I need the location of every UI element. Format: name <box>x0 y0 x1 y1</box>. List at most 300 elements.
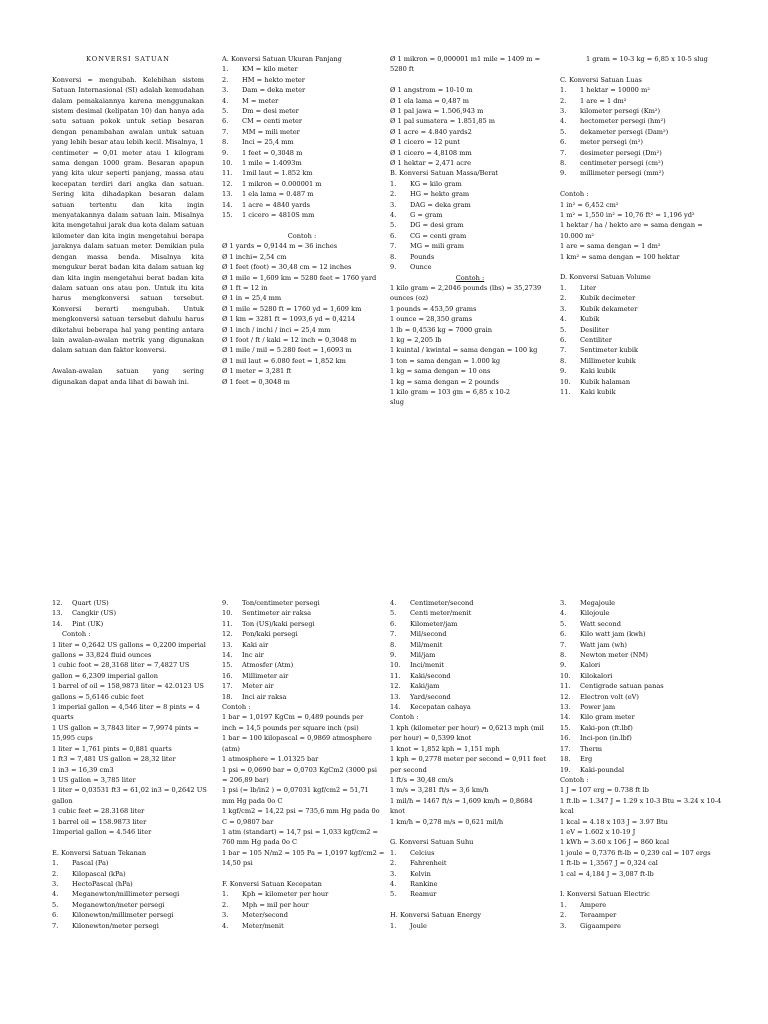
text-line: 1 US gallon = 3,7843 liter = 7,9974 pints = <box>52 723 199 732</box>
list-item <box>222 158 382 168</box>
list-label: Kubik decimeter <box>580 294 636 303</box>
length-extra-lines <box>390 85 550 168</box>
pressure-examples <box>222 712 385 868</box>
list-number: 10. <box>560 377 571 386</box>
list-label: DAG = deka gram <box>410 200 471 209</box>
text-line: 1 ft-lb = 1,3567 J = 0,324 cal <box>560 859 658 868</box>
list-label: Pounds <box>410 252 435 261</box>
text-line: Ø 1 meter = 3,281 ft <box>222 367 292 376</box>
text-line: per second <box>390 765 427 774</box>
list-label: Kilonewton/meter persegi <box>72 921 159 930</box>
list-item <box>560 702 720 712</box>
list-number: 3. <box>560 107 567 116</box>
list-item <box>560 910 720 920</box>
text-line: 1 imperial gallon = 4,546 liter = 8 pints = 4 <box>52 703 200 712</box>
pressure-units-list <box>52 858 212 931</box>
list-number: 4. <box>222 921 229 930</box>
list-item <box>560 158 720 168</box>
list-label: Power jam <box>580 703 616 712</box>
list-number: 13. <box>222 190 233 199</box>
list-label: Kph = kilometer per hour <box>242 890 329 899</box>
list-item <box>390 241 550 251</box>
list-item <box>390 681 550 691</box>
list-number: 2. <box>560 96 567 105</box>
energy-examples <box>560 785 720 879</box>
list-item <box>560 692 720 702</box>
energy-units-list-cont <box>560 598 720 775</box>
list-item <box>560 283 720 293</box>
list-label: Ampere <box>580 900 607 909</box>
text-line: Ø 1 ela lama = 0,487 m <box>390 96 469 105</box>
list-number: 7. <box>560 148 567 157</box>
volume-units-list <box>560 283 720 397</box>
text-line: knot <box>390 807 405 816</box>
list-number: 9. <box>390 263 397 272</box>
list-number: 5. <box>52 900 59 909</box>
list-item <box>560 106 720 116</box>
text-line: 1 mil/h = 1467 ft/s = 1,609 km/h = 0,8684 <box>390 796 533 805</box>
list-item <box>52 619 212 629</box>
text-line: 1 bar = 105 N/m2 = 105 Pa = 1,0197 kgf/cm2 = <box>222 848 385 857</box>
text-line: slug <box>390 398 404 407</box>
list-item <box>52 869 212 879</box>
text-line: 1 barrel of oil = 158,9873 liter = 42.0123 US <box>52 682 204 691</box>
list-item <box>52 879 212 889</box>
text-line: 1 in3 = 16,39 cm3 <box>52 765 114 774</box>
list-label: Megajoule <box>580 599 616 607</box>
text-line: 1 kph = 0,2778 meter per second = 0,911 feet <box>390 755 546 764</box>
text-line: 1 kg = 2,205 lb <box>390 335 442 344</box>
text-line: inch = 14,5 pounds per square inch (psi) <box>222 723 359 732</box>
list-number: 12. <box>222 179 233 188</box>
text-line: Ø 1 pal jawa = 1.506,943 m <box>390 107 484 116</box>
list-item <box>390 231 550 241</box>
list-number: 6. <box>560 335 567 344</box>
list-number: 4. <box>390 211 397 220</box>
list-label: Meganewton/millimeter persegi <box>72 890 180 899</box>
list-item <box>222 137 382 147</box>
list-item <box>560 335 720 345</box>
list-label: Ton (US)/kaki persegi <box>242 619 315 628</box>
list-label: Electron volt (eV) <box>580 692 639 701</box>
list-label: Kaki air <box>242 640 269 649</box>
list-item <box>390 889 550 899</box>
list-item <box>222 200 382 210</box>
list-label: 1 mikron = 0.000001 m <box>242 179 322 188</box>
gram-line: 1 gram = 10-3 kg = 6,85 x 10-5 slug <box>586 55 708 63</box>
text-line: 1 liter = 1,761 pints = 0,881 quarts <box>52 744 172 753</box>
text-line: Ø 1 inchi= 2,54 cm <box>222 252 287 261</box>
contoh-label: Contoh : <box>560 775 589 784</box>
list-label: Centigrade satuan panas <box>580 682 664 691</box>
speed-units-list-cont <box>390 598 550 712</box>
text-line: 1 kph (kilometer per hour) = 0,6213 mph (mil <box>390 723 544 732</box>
list-item <box>222 608 382 618</box>
list-number: 6. <box>390 619 397 628</box>
list-label: Kaki kubik <box>580 367 616 376</box>
list-label: Atmosfer (Atm) <box>242 661 294 670</box>
list-label: CM = centi meter <box>242 117 303 126</box>
list-item <box>222 681 382 691</box>
heading-electric: I. Konversi Satuan Electric <box>560 890 650 899</box>
list-number: 3. <box>390 200 397 209</box>
list-label: Inci = 25,4 mm <box>242 138 294 147</box>
list-item <box>560 619 720 629</box>
list-label: Kilometer/jam <box>410 619 458 628</box>
list-number: 4. <box>222 96 229 105</box>
list-item <box>560 137 720 147</box>
list-item <box>560 650 720 660</box>
contoh-label: Contoh : <box>455 273 485 282</box>
list-label: Rankine <box>410 879 438 888</box>
list-number: 9. <box>222 148 229 157</box>
list-number: 7. <box>390 630 397 639</box>
length-examples <box>222 241 382 387</box>
list-label: hectometer persegi (hm²) <box>580 117 666 126</box>
list-label: Mil/jam <box>410 651 436 660</box>
list-number: 3. <box>222 911 229 920</box>
list-number: 10. <box>560 671 571 680</box>
list-label: Inci-pon (in.lbf) <box>580 734 632 743</box>
pressure-units-list-cont <box>222 598 382 702</box>
list-label: HG = hekto gram <box>410 190 470 199</box>
list-number: 1. <box>560 283 567 292</box>
length-units-list <box>222 64 382 220</box>
list-number: 4. <box>390 599 397 607</box>
list-label: Watt second <box>580 619 621 628</box>
list-number: 3. <box>52 879 59 888</box>
text-line: gallon = 6,2309 imperial gallon <box>52 671 158 680</box>
list-number: 2. <box>390 859 397 868</box>
list-label: Kilo gram meter <box>580 713 635 722</box>
text-line: 1 barrel oil = 158.9873 liter <box>52 817 147 826</box>
list-number: 7. <box>52 921 59 930</box>
text-line: 1 bar = 1,0197 KgCm = 0,489 pounds per <box>222 713 364 722</box>
list-number: 4. <box>52 890 59 899</box>
list-item <box>52 900 212 910</box>
area-examples <box>560 200 720 262</box>
list-number: 3. <box>560 304 567 313</box>
list-label: Kaki/jam <box>410 682 440 691</box>
list-label: Kubik <box>580 315 600 324</box>
list-number: 8. <box>222 138 229 147</box>
list-number: 9. <box>560 169 567 178</box>
list-item <box>560 377 720 387</box>
list-label: Kilopascal (kPa) <box>72 869 126 878</box>
list-number: 7. <box>560 346 567 355</box>
list-number: 8. <box>390 640 397 649</box>
heading-length: A. Konversi Satuan Ukuran Panjang <box>222 55 342 63</box>
list-label: Kubik halaman <box>580 377 631 386</box>
list-label: Pon/kaki persegi <box>242 630 298 639</box>
list-label: Kelvin <box>410 869 431 878</box>
list-number: 12. <box>222 630 233 639</box>
text-line: 1 atm (standart) = 14,7 psi = 1,033 kgf/cm2 = <box>222 827 379 836</box>
volume-examples <box>52 640 212 838</box>
text-line: 1 ft/s = 30,48 cm/s <box>390 775 454 784</box>
list-item <box>560 96 720 106</box>
list-label: centimeter persegi (cm²) <box>580 159 664 168</box>
list-number: 11. <box>560 387 571 396</box>
list-label: G = gram <box>410 211 443 220</box>
list-number: 15. <box>222 211 233 220</box>
list-label: 1mil laut = 1.852 km <box>242 169 313 178</box>
list-label: 1 hektar = 10000 m² <box>580 86 650 95</box>
list-item <box>560 640 720 650</box>
list-item <box>222 921 382 931</box>
text-line: 760 mm Hg pada 0o C <box>222 838 298 847</box>
list-number: 14. <box>560 713 571 722</box>
list-item <box>222 889 382 899</box>
list-item <box>222 640 382 650</box>
list-number: 1. <box>222 65 229 74</box>
list-item <box>222 692 382 702</box>
list-number: 10. <box>390 661 401 670</box>
list-label: Millimeter air <box>242 671 289 680</box>
text-line: 1 cubic feet = 28.3168 liter <box>52 807 145 816</box>
list-item <box>222 598 382 608</box>
list-number: 6. <box>222 117 229 126</box>
list-number: 19. <box>560 765 571 774</box>
text-line: Ø 1 inch / inchi / inci = 25,4 mm <box>222 325 331 334</box>
text-line: 1 m² = 1,550 in² = 10,76 ft² = 1,196 yd² <box>560 211 695 220</box>
list-label: MM = mili meter <box>242 127 300 136</box>
list-label: Dam = deka meter <box>242 86 306 95</box>
list-number: 18. <box>222 692 233 701</box>
text-line: 1 km² = sama dengan = 100 hektar <box>560 252 680 261</box>
text-line: 1 eV = 1.602 x 10-19 J <box>560 827 636 836</box>
list-item <box>390 200 550 210</box>
list-label: Inci/menit <box>410 661 445 670</box>
list-item <box>222 75 382 85</box>
text-line: 1 kuintal / kwintal = sama dengan = 100 kg <box>390 346 538 355</box>
list-item <box>560 765 720 775</box>
list-number: 7. <box>222 127 229 136</box>
list-number: 6. <box>560 138 567 147</box>
list-item <box>560 366 720 376</box>
list-label: Meter/second <box>242 911 288 920</box>
list-item <box>222 85 382 95</box>
text-line: = 206,89 bar) <box>222 775 269 784</box>
list-number: 16. <box>560 734 571 743</box>
text-line: 1 kg = sama dengan = 2 pounds <box>390 377 499 386</box>
list-label: Kaki-poundal <box>580 765 625 774</box>
list-number: 11. <box>222 619 233 628</box>
text-line: Ø 1 acre = 4.840 yards2 <box>390 127 472 136</box>
list-item <box>222 127 382 137</box>
text-line: Ø 1 pal sumatera = 1.851,85 m <box>390 117 496 126</box>
list-item <box>560 116 720 126</box>
list-label: Sentimeter kubik <box>580 346 638 355</box>
list-item <box>560 608 720 618</box>
list-number: 3. <box>560 921 567 930</box>
list-item <box>52 921 212 931</box>
list-item <box>560 754 720 764</box>
list-label: Kilojoule <box>580 609 610 618</box>
list-number: 8. <box>390 252 397 261</box>
mass-examples <box>390 283 550 408</box>
list-number: 18. <box>560 755 571 764</box>
list-number: 5. <box>390 890 397 899</box>
text-line: Ø 1 mile / mil = 5.280 feet = 1,6093 m <box>222 346 352 355</box>
list-item <box>390 848 550 858</box>
list-number: 9. <box>560 661 567 670</box>
text-line: (atm) <box>222 744 240 753</box>
list-label: Watt jam (wh) <box>580 640 627 649</box>
list-item <box>390 879 550 889</box>
list-item <box>560 85 720 95</box>
list-item <box>560 629 720 639</box>
text-line: 1 psi (= lb/in2 ) = 0,07031 kgf/cm2 = 51,71 <box>222 786 369 795</box>
list-label: Kecepatan cahaya <box>410 703 471 712</box>
list-number: 2. <box>222 75 229 84</box>
list-item <box>222 619 382 629</box>
text-line: mm Hg pada 0o C <box>222 796 283 805</box>
list-number: 9. <box>390 651 397 660</box>
list-label: CG = centi gram <box>410 231 467 240</box>
list-number: 9. <box>560 367 567 376</box>
text-line: Ø 1 feet (foot) = 30,48 cm = 12 inches <box>222 263 352 272</box>
bottom-col-1 <box>52 598 212 931</box>
top-col-3 <box>390 54 550 408</box>
list-item <box>222 900 382 910</box>
list-label: KG = kilo gram <box>410 179 462 188</box>
list-label: Kubik dekameter <box>580 304 638 313</box>
list-label: Teraamper <box>580 911 617 920</box>
list-item <box>390 640 550 650</box>
list-number: 13. <box>560 703 571 712</box>
list-item <box>52 608 212 618</box>
speed-examples <box>390 723 550 827</box>
text-line: 1 US gallon = 3,785 liter <box>52 775 136 784</box>
text-line: 15,995 cups <box>52 734 93 743</box>
list-number: 5. <box>390 609 397 618</box>
text-line: Ø 1 cicero = 12 punt <box>390 138 460 147</box>
text-line: C = 0,9807 bar <box>222 817 274 826</box>
list-label: 1 are = 1 dm² <box>580 96 627 105</box>
outro-paragraph: Awalan-awalan satuan yang sering digunakan dapat anda lihat di bawah ini. <box>52 367 204 386</box>
list-item <box>52 889 212 899</box>
list-label: Newton meter (NM) <box>580 651 648 660</box>
list-label: Ounce <box>410 263 432 272</box>
list-label: Dm = desi meter <box>242 107 299 116</box>
list-label: Meter air <box>242 682 274 691</box>
text-line: 1 bar = 100 kilopascal = 0,9869 atmosphere <box>222 734 372 743</box>
list-item <box>52 858 212 868</box>
list-label: Desiliter <box>580 325 609 334</box>
list-number: 1. <box>560 86 567 95</box>
text-line: 1 cubic foot = 28,3168 liter = 7,4827 US <box>52 661 190 670</box>
list-label: Fahrenheit <box>410 859 447 868</box>
list-item <box>560 148 720 158</box>
list-label: 1 ela lama = 0.487 m <box>242 190 314 199</box>
list-number: 1. <box>222 890 229 899</box>
list-label: Erg <box>580 755 593 764</box>
list-item <box>560 744 720 754</box>
list-item <box>560 168 720 178</box>
text-line: Ø 1 mil laut = 6.080 feet = 1,852 km <box>222 356 346 365</box>
list-item <box>222 116 382 126</box>
list-item <box>390 692 550 702</box>
list-number: 10. <box>222 159 233 168</box>
text-line: 1imperial gallon = 4.546 liter <box>52 827 152 836</box>
list-label: Inci air raksa <box>242 692 287 701</box>
list-item <box>390 608 550 618</box>
list-label: HM = hekto meter <box>242 75 305 84</box>
list-label: dekameter persegi (Dam²) <box>580 127 669 136</box>
list-item <box>222 650 382 660</box>
list-number: 4. <box>390 879 397 888</box>
list-number: 2. <box>390 190 397 199</box>
list-number: 6. <box>52 911 59 920</box>
text-line: Ø 1 angstrom = 10-10 m <box>390 86 473 95</box>
list-number: 8. <box>560 159 567 168</box>
list-label: meter persegi (m²) <box>580 138 643 147</box>
list-item <box>390 252 550 262</box>
list-number: 4. <box>560 117 567 126</box>
list-number: 4. <box>560 609 567 618</box>
text-line: 1 J = 107 erg = 0.738 ft lb <box>560 786 649 795</box>
list-item <box>390 179 550 189</box>
list-number: 12. <box>390 682 401 691</box>
text-line: 1 m/s = 3,281 ft/s = 3,6 km/h <box>390 786 489 795</box>
text-line: Ø 1 mile = 1,609 km = 5280 feet = 1760 yard <box>222 273 377 282</box>
heading-pressure: E. Konversi Satuan Tekanan <box>52 848 147 857</box>
list-number: 3. <box>560 599 567 607</box>
list-item <box>560 345 720 355</box>
list-number: 6. <box>390 231 397 240</box>
list-number: 3. <box>390 869 397 878</box>
list-number: 11. <box>560 682 571 691</box>
list-label: Ton/centimeter persegi <box>242 599 320 607</box>
contoh-label: Contoh : <box>287 231 317 240</box>
text-line: 1 liter = 0,03531 ft3 = 61,02 in3 = 0,2642 US <box>52 786 207 795</box>
top-col-2 <box>222 54 382 387</box>
list-item <box>222 179 382 189</box>
text-line: 14,50 psi <box>222 859 253 868</box>
list-label: Kilo watt jam (kwh) <box>580 630 646 639</box>
list-label: Kaki-pon (ft.lbf) <box>580 723 633 732</box>
list-label: M = meter <box>242 96 279 105</box>
text-line: 1 km/h = 0,278 m/s = 0,621 mil/h <box>390 817 504 826</box>
list-number: 13. <box>390 692 401 701</box>
speed-units-list <box>222 889 382 931</box>
text-line: kcal <box>560 807 574 816</box>
text-line: quarts <box>52 713 74 722</box>
text-line: Ø 1 hektar = 2,471 acre <box>390 159 472 168</box>
energy-units-list <box>390 921 550 931</box>
list-item <box>560 356 720 366</box>
list-label: Millimeter kubik <box>580 356 636 365</box>
text-line: 1 pounds = 453,59 grams <box>390 304 477 313</box>
list-item <box>222 671 382 681</box>
heading-temperature: G. Konversi Satuan Suhu <box>390 838 474 847</box>
intro-paragraph: Konversi = mengubah. Kelebihan sistem Satuan Internasional (SI) adalah kemudahan dalam pemakaiannya karena menggunakan sistem desimal (kelipatan 10) dan hanya ada satu satuan pokok untuk setiap besaran dengan penambahan awalan untuk satuan yang lebih besar atau lebih kecil. Misalnya, 1 centimeter = 0,01 meter atau 1 kilogram sama dengan 1000 gram. Besaran apapun yang kita ukur seperti panjang, massa atau kecepatan terdiri dari angka dan satuan. Sering kita dihadapkan besaran dalam satuan tertentu dan kita ingin menyatakannya dalam satuan lain. Misalnya kita mengetahui jarak dua kota dalam satuan kilometer dan kita ingin mengetahui berapa jaraknya dalam satuan meter. Demikian pula dengan massa benda. Misalnya kita mengukur berat badan kita dalam satuan kg dan kita ingin mengetahui berat badan kita dalam satuan ons atau pon. Untuk itu kita harus mengkonversi satuan tersebut. Konversi berarti mengubah. Untuk mengkonversi satuan tersebut dahulu harus diketahui beberapa hal yang penting antara lain awalan-awalan metrik yang digunakan dalam satuan dan faktor konversi. <box>52 75 204 355</box>
list-item <box>560 598 720 608</box>
list-number: 2. <box>560 911 567 920</box>
text-line: 1 kcal = 4.18 x 103 J = 3.97 Btu <box>560 817 668 826</box>
text-line: 1 lb = 0,4536 kg = 7000 grain <box>390 325 492 334</box>
text-line: 1 joule = 0,7376 ft-lb = 0,239 cal = 107 ergs <box>560 848 711 857</box>
list-item <box>560 660 720 670</box>
area-units-list <box>560 85 720 179</box>
list-label: Kilonewton/millimeter persegi <box>72 911 174 920</box>
list-label: Pascal (Pa) <box>72 859 109 868</box>
list-label: HectoPascal (hPa) <box>72 879 133 888</box>
bottom-col-3 <box>390 598 550 931</box>
list-number: 1. <box>390 848 397 857</box>
text-line: 1 ton = sama dengan = 1.000 kg <box>390 356 501 365</box>
